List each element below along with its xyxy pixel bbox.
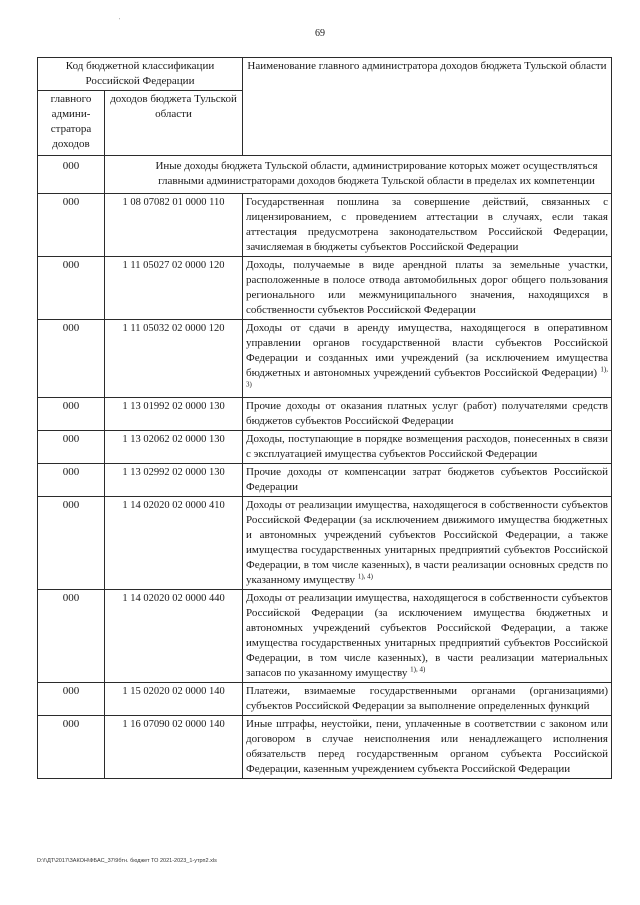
- income-code-cell: 1 11 05027 02 0000 120: [105, 257, 243, 320]
- header-admin-code: главного админи-стратора доходов: [38, 91, 105, 156]
- header-income-code: доходов бюджета Тульской области: [105, 91, 243, 156]
- income-description-text: Доходы от реализации имущества, находящегося в собственности субъектов Российской Федерации (за исключением имущества бюджетных и автономных учреждений субъектов Российской Федерации, а также имущества государственных унитарных предприятий субъектов Российской Федерации, в том числе казенных), в части реализации материальных запасов по указанному имуществу: [246, 592, 608, 679]
- footnote-reference: 1), 4): [410, 665, 426, 674]
- income-code-cell: 1 14 02020 02 0000 440: [105, 590, 243, 683]
- income-description-cell: [243, 590, 612, 683]
- income-description-text: Доходы, получаемые в виде арендной платы за земельные участки, расположенные в полосе отвода автомобильных дорог общего пользования регионального или межмуниципального значения, находящихся в собственности субъектов Российской Федерации: [246, 259, 608, 316]
- table-row: [38, 257, 612, 320]
- income-code-cell: 1 16 07090 02 0000 140: [105, 716, 243, 779]
- admin-code-cell: 000: [38, 398, 105, 431]
- admin-code-cell: 000: [38, 320, 105, 398]
- admin-code-cell: 000: [38, 431, 105, 464]
- table-row: [38, 464, 612, 497]
- table-row: [38, 590, 612, 683]
- income-description-text: Прочие доходы от компенсации затрат бюджетов субъектов Российской Федерации: [246, 466, 608, 493]
- table-row: [38, 320, 612, 398]
- header-administrator-name: Наименование главного администратора доходов бюджета Тульской области: [243, 58, 612, 156]
- budget-classification-table: [37, 57, 612, 779]
- table-row-intro: [38, 156, 612, 194]
- page-number: 69: [315, 28, 325, 39]
- income-description-text: Государственная пошлина за совершение действий, связанных с лицензированием, с проведением аттестации в случаях, если такая аттестация предусмотрена законодательством Российской Федерации, зачисляемая в бюджеты субъектов Российской Федерации: [246, 196, 608, 253]
- admin-code-cell: 000: [38, 464, 105, 497]
- table-row: [38, 398, 612, 431]
- income-description-text: Доходы от сдачи в аренду имущества, находящегося в оперативном управлении органов государственной власти субъектов Российской Федерации и созданных ими учреждений (за исключением имущества бюджетных и автономных учреждений субъектов Российской Федерации): [246, 322, 608, 379]
- intro-text: Иные доходы бюджета Тульской области, администрирование которых может осуществляться главными администраторами доходов бюджета Тульской области в пределах их компетенции: [105, 156, 612, 194]
- income-description-text: Доходы от реализации имущества, находящегося в собственности субъектов Российской Федерации (за исключением движимого имущества бюджетных и автономных учреждений субъектов Российской Федерации, а также имущества государственных унитарных предприятий субъектов Российской Федерации, в том числе казенных), в части реализации основных средств по указанному имуществу: [246, 499, 608, 586]
- income-code-cell: 1 15 02020 02 0000 140: [105, 683, 243, 716]
- table-row: [38, 194, 612, 257]
- income-code-cell: 1 08 07082 01 0000 110: [105, 194, 243, 257]
- admin-code-cell: 000: [38, 716, 105, 779]
- income-description-cell: [243, 683, 612, 716]
- income-code-cell: 1 13 02062 02 0000 130: [105, 431, 243, 464]
- admin-code-cell: 000: [38, 497, 105, 590]
- admin-code-cell: 000: [38, 683, 105, 716]
- income-description-cell: [243, 497, 612, 590]
- header-classification-code: Код бюджетной классификации Российской Федерации: [38, 58, 243, 91]
- corner-mark: ': [119, 18, 121, 24]
- income-description-text: Прочие доходы от оказания платных услуг (работ) получателями средств бюджетов субъектов Российской Федерации: [246, 400, 608, 427]
- income-description-cell: [243, 464, 612, 497]
- income-code-cell: 1 13 01992 02 0000 130: [105, 398, 243, 431]
- table-row: [38, 716, 612, 779]
- table-row: [38, 431, 612, 464]
- income-description-text: Доходы, поступающие в порядке возмещения расходов, понесенных в связи с эксплуатацией имущества субъектов Российской Федерации: [246, 433, 608, 460]
- income-code-cell: 1 14 02020 02 0000 410: [105, 497, 243, 590]
- footnote-reference: 1), 4): [357, 572, 373, 581]
- income-code-cell: 1 11 05032 02 0000 120: [105, 320, 243, 398]
- intro-admin-code: 000: [38, 156, 105, 194]
- income-description-cell: [243, 194, 612, 257]
- income-description-cell: [243, 398, 612, 431]
- income-description-cell: [243, 431, 612, 464]
- admin-code-cell: 000: [38, 257, 105, 320]
- income-description-cell: [243, 257, 612, 320]
- income-description-text: Платежи, взимаемые государственными органами (организациями) субъектов Российской Федерации за выполнение определенных функций: [246, 685, 608, 712]
- table-row: [38, 497, 612, 590]
- income-description-cell: [243, 716, 612, 779]
- admin-code-cell: 000: [38, 590, 105, 683]
- footnote-reference: 1), 3): [246, 365, 609, 389]
- income-description-cell: [243, 320, 612, 398]
- income-description-text: Иные штрафы, неустойки, пени, уплаченные в соответствии с законом или договором в случае неисполнения или ненадлежащего исполнения обязательств перед государственным органом субъекта Российской Федерации, казенным учреждением субъекта Российской Федерации: [246, 718, 608, 775]
- file-path-footer: D:\!\ДТ\2017\ЗАКОН\ФБАС_37\9бтн. бюджет ТО 2021-2023_1-утрп2.xls: [37, 858, 217, 864]
- table-row: [38, 683, 612, 716]
- admin-code-cell: 000: [38, 194, 105, 257]
- income-code-cell: 1 13 02992 02 0000 130: [105, 464, 243, 497]
